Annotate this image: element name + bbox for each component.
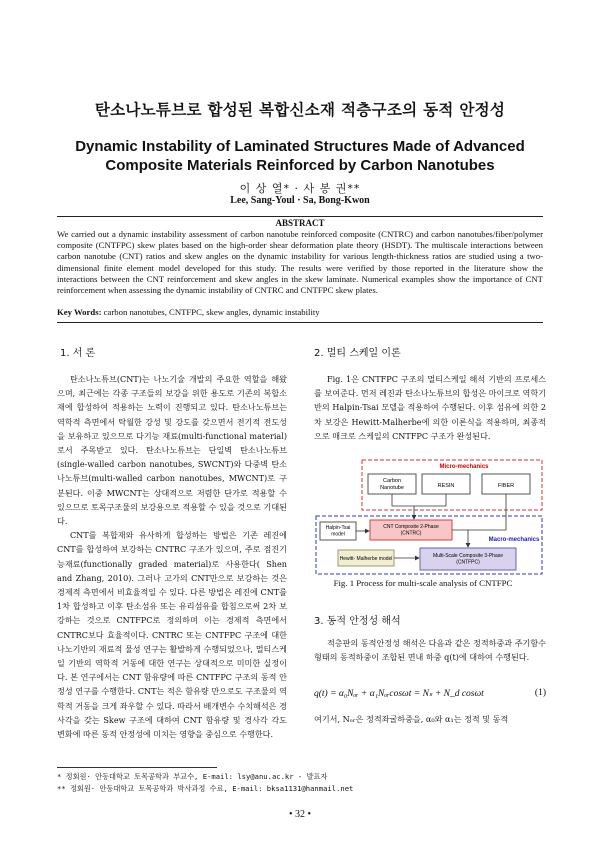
section-3-paragraph-2 [314,712,546,726]
section-2-paragraph [314,372,546,443]
arrow-cnt-to-composite [392,494,414,519]
footnote-rule [57,767,217,768]
equation-1 [314,688,546,702]
section-3-title: 3. 동적 안정성 해석 [314,616,401,627]
section-3-paragraph-1 [314,636,546,664]
figure-1 [314,458,544,576]
abstract-bottom-rule [57,322,543,323]
section-1-paragraph-1: 탄소나노튜브(CNT)는 나노기술 개발의 주요한 역할을 해왔으며, 최근에는 각종 구조들의 보강을 위한 용도로 기존의 복합소재에 합성하여 적용하는 노력이 진행되고 있다. 탄소나노튜브는 역학적 측면에서 탁월한 강성 및 강도를 갖으면서 전기적 전도성을 보유하고 있으므로 다기능 재료(multi-functional material)로서 주목받고 있다. 탄소나노튜브는 단일벽 탄소나노튜브(single-walled carbon nanotubes, SWCNT)와 다중벽 탄소나노튜브(multi-walled carbon nanotubes, MWCNT)로 구분된다. 이중 MWCNT는 상대적으로 저렴한 단가로 적용할 수 있으므로 토목구조물의 보강용으로 적용할 수 있을 것으로 기대된다. [57,374,287,527]
halpin-tsai-label: Halpin-Tsai model [325,525,351,538]
section-2-text: Fig. 1은 CNTFPC 구조의 멀티스케일 해석 기반의 프로세스를 보여준다. 먼저 레진과 탄소나노튜브의 합성은 마이크로 역학기반의 Halpin-Tsai 모델을 적용하여 수행된다. 이후 섬유에 의한 2차 보강은 Hewitt-Malherbe에 의한 이론식을 적용하며, 최종적으로 매크로 스케일의 CNTFPC 구조가 완성된다. [314,374,546,441]
keywords [57,307,543,317]
section-3-text-2: 여기서, Nₒᵣ은 정적좌굴하중을, α₀와 α₁는 정적 및 동적 [314,714,509,724]
authors-english: Lee, Sang-Youl · Sa, Bong-Kwon [230,195,370,206]
left-column [57,372,287,741]
carbon-nanotube-box [368,474,416,494]
footnote-2: ** 정회원· 안동대학교 토목공학과 박사과정 수료, E-mail: bksa1131@hanmail.net [57,784,354,793]
multi-scale-composite-3-phase-label: Multi-Scale Composite 3-Phase (CNTFPC) [432,553,504,566]
title-english: Dynamic Instability of Laminated Structures Made of Advanced Composite Materials Reinforced by Carbon Nanotubes [75,138,525,174]
figure-1-caption: Fig. 1 Process for multi-scale analysis of CNTFPC [333,578,513,588]
page-number: • 32 • [288,809,311,820]
equation-1-number: (1) [534,688,546,698]
equation-1-body: q(t) = α₀Nₒᵣ + α₁Nₒᵣcosωt = Nₛ + N_d cosωt [314,689,484,699]
abstract-heading: ABSTRACT [275,218,325,228]
macro-mechanics-label: Macro-mechanics [488,537,540,543]
figure-1-diagram [314,458,544,576]
section-2-title: 2. 멀티 스케일 이론 [314,348,401,359]
keywords-label: Key Words: [57,307,102,317]
resin-label: RESIN [437,483,455,489]
keywords-text: carbon nanotubes, CNTFPC, skew angles, dynamic instability [103,307,320,317]
arrow-fiber-to-multiscale [468,494,506,530]
section-1-title: 1. 서 론 [60,348,96,359]
cnt-composite-2-phase-label: CNT Composite 2-Phase (CNTRC) [383,524,439,537]
arrow-composite-to-multiscale [452,530,468,547]
arrow-resin-to-composite [414,494,446,506]
abstract-top-rule [57,216,543,217]
carbon-nanotube-label: Carbon Nanotube [380,478,404,491]
hewitt-malherbe-label: Hewitt- Malherbe model [339,556,393,562]
title-korean: 탄소나노튜브로 합성된 복합신소재 적층구조의 동적 안정성 [94,101,506,119]
footnotes [57,771,543,795]
footnote-1: * 정회원· 안동대학교 토목공학과 부교수, E-mail: lsy@anu.ac.kr - 발표자 [57,772,328,781]
micro-mechanics-label: Micro-mechanics [439,464,489,470]
section-3-text-1: 적층판의 동적안정성 해석은 다음과 같은 정적하중과 주기함수형태의 동적하중이 조합된 면내 하중 q(t)에 대하여 수행된다. [314,638,546,663]
abstract-text: We carried out a dynamic instability assessment of carbon nanotube reinforced composite (CNTRC) and carbon nanotubes/fiber/polymer composite (CNTFPC) skew plates based on the high-order shear deformation plate theory (HSDT). The multiscale interactions between carbon nanotube (CNT) ratios and skew angles on the dynamic instability for various length-thickness ratios are studied using a two-dimensional finite element model developed for this study. The results were verified by those reported in the literature show the interactions between the CNT reinforcement and skew angles in the skew laminate. Numerical examples show the importance of CNT reinforcement when assessing the dynamic instability of CNTRC and CNTFPC skew plates. [57,229,543,296]
section-1-paragraph-2: CNT를 복합재와 유사하게 합성하는 방법은 기존 레진에 CNT를 합성하여 보강하는 CNTRC 구조가 있으며, 주로 점진기능재료(functionally graded material)로 사용한다( Shen and Zhang, 2010). 그러나 고가의 CNT만으로 보강하는 것은 경제적 측면에서 비효율적일 수 있다. 다른 방법은 레진에 CNT를 1차 합성하고 이후 탄소섬유 또는 유리섬유를 합침으로써 2차 보강하는 것으로 CNTFPC로 정의하며 이는 경제적 측면에서 CNTRC보다 효율적이다. CNTRC 또는 CNTFPC 구조에 대한 나노기반의 재료적 물성 연구는 활발하게 수행되었으나, 멀티스케일 기반의 역학적 거동에 대한 연구는 상대적으로 미미한 실정이다. 본 연구에서는 CNT 함유량에 따른 CNTFPC 구조의 동적 안정성 연구를 수행한다. CNT는 적은 함유량 만으로도 구조물의 역학적 거동을 크게 좌우할 수 있다. 따라서 배개변수 수치해석은 경사각을 갖는 Skew 구조에 대하여 CNT 함유량 및 경사각 각도 변화에 따른 동적 안정성에 미치는 영향을 중심으로 수행한다. [57,530,287,740]
authors-korean: 이 상 열* · 사 봉 권** [239,182,361,195]
fiber-label: FIBER [497,483,515,489]
